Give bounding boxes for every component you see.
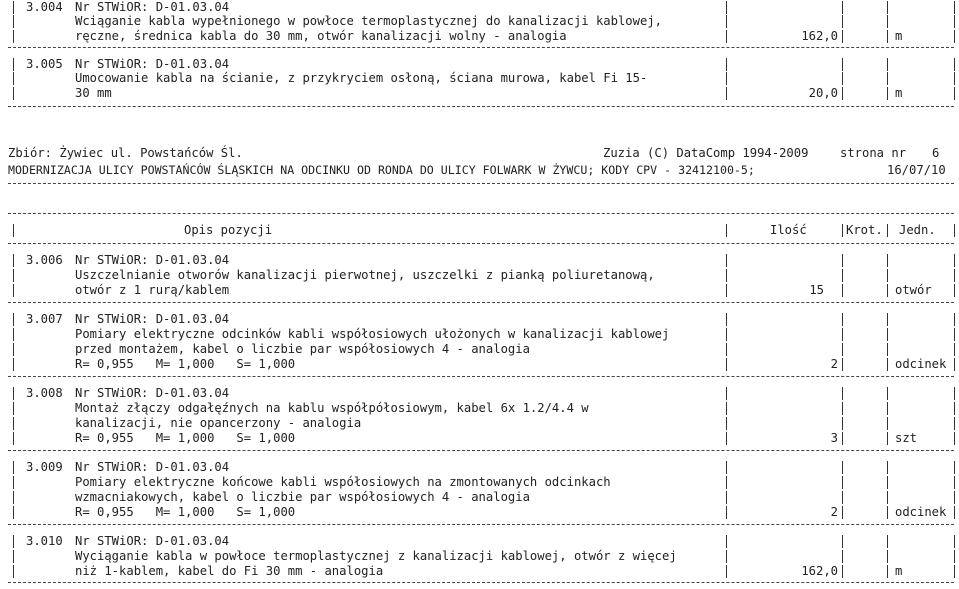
column-bar <box>13 269 14 282</box>
column-bar <box>13 402 14 415</box>
column-bar <box>887 417 888 430</box>
col-header-qty: Ilość <box>770 223 807 237</box>
column-bar <box>887 387 888 400</box>
column-bar <box>726 328 727 341</box>
column-bar <box>842 432 843 445</box>
column-bar <box>842 284 843 297</box>
page-number: 6 <box>932 146 940 160</box>
column-bar <box>954 224 955 237</box>
column-bar <box>954 491 955 504</box>
column-bar <box>842 224 843 237</box>
item-desc-line1: Pomiary elektryczne odcinków kabli współosiowych ułożonych w kanalizacji kablowej <box>75 327 670 341</box>
column-bar <box>726 72 727 85</box>
item-desc-line2: ręczne, średnica kabla do 30 mm, otwór kanalizacji wolny - analogia <box>75 29 567 43</box>
column-bar <box>887 491 888 504</box>
column-bar <box>726 58 727 71</box>
column-bar <box>842 15 843 28</box>
column-bar <box>726 224 727 237</box>
column-bar <box>13 1 14 14</box>
column-bar <box>954 506 955 519</box>
column-bar <box>887 358 888 371</box>
column-bar <box>726 15 727 28</box>
item-qty: 20,0 <box>808 86 838 100</box>
item-desc-line2: kanalizacji, nie opancerzony - analogia <box>75 416 362 430</box>
item-unit: m <box>895 86 903 100</box>
row-separator <box>8 582 954 583</box>
column-bar <box>13 328 14 341</box>
column-bar <box>726 535 727 548</box>
column-bar <box>13 87 14 100</box>
row-separator <box>8 450 954 451</box>
column-bar <box>842 269 843 282</box>
column-bar <box>887 284 888 297</box>
item-unit: m <box>895 564 903 578</box>
column-bar <box>13 284 14 297</box>
item-unit: odcinek <box>895 505 947 519</box>
row-separator <box>8 106 954 107</box>
item-number: 3.008 <box>26 386 63 400</box>
column-bar <box>954 30 955 43</box>
column-bar <box>954 87 955 100</box>
column-bar <box>954 58 955 71</box>
column-bar <box>842 30 843 43</box>
column-bar <box>954 313 955 326</box>
item-qty: 15 <box>809 283 824 297</box>
item-coefficients: R= 0,955 M= 1,000 S= 1,000 <box>75 431 296 445</box>
row-separator <box>8 302 954 303</box>
item-coefficients: R= 0,955 M= 1,000 S= 1,000 <box>75 357 296 371</box>
item-unit: szt <box>895 431 918 445</box>
column-bar <box>842 506 843 519</box>
project-title: MODERNIZACJA ULICY POWSTAŃCÓW ŚLĄSKICH NA ODCINKU OD RONDA DO ULICY FOLWARK W ŻYWCU; KODY CPV - 32412100-5; <box>8 163 755 177</box>
column-bar <box>954 269 955 282</box>
row-separator <box>8 524 954 525</box>
column-bar <box>13 58 14 71</box>
item-code: Nr STWiOR: D-01.03.04 <box>75 386 230 400</box>
row-separator <box>8 376 954 377</box>
item-desc-line1: Wciąganie kabla wypełnionego w powłoce termoplastycznej do kanalizacji kablowej, <box>75 14 662 28</box>
item-number: 3.009 <box>26 460 63 474</box>
column-bar <box>954 432 955 445</box>
item-desc-line2: przed montażem, kabel o liczbie par współosiowych 4 - analogia <box>75 342 530 356</box>
item-code: Nr STWiOR: D-01.03.04 <box>75 534 230 548</box>
column-bar <box>726 358 727 371</box>
column-bar <box>726 550 727 563</box>
column-bar <box>13 224 14 237</box>
item-desc-line2: otwór z 1 rurą/kablem <box>75 283 230 297</box>
column-bar <box>887 269 888 282</box>
item-qty: 2 <box>830 505 838 519</box>
column-bar <box>954 72 955 85</box>
column-bar <box>842 476 843 489</box>
column-bar <box>726 432 727 445</box>
item-code: Nr STWiOR: D-01.03.04 <box>75 460 230 474</box>
column-bar <box>13 254 14 267</box>
column-bar <box>887 72 888 85</box>
column-bar <box>842 550 843 563</box>
column-bar <box>13 417 14 430</box>
column-bar <box>887 476 888 489</box>
column-bar <box>842 358 843 371</box>
column-bar <box>954 535 955 548</box>
column-bar <box>726 87 727 100</box>
column-bar <box>954 417 955 430</box>
column-bar <box>887 313 888 326</box>
column-bar <box>726 387 727 400</box>
column-bar <box>13 343 14 356</box>
column-bar <box>726 284 727 297</box>
column-bar <box>726 506 727 519</box>
column-bar <box>13 565 14 578</box>
col-header-desc: Opis pozycji <box>184 223 273 237</box>
column-bar <box>954 461 955 474</box>
column-bar <box>13 72 14 85</box>
item-desc-line1: Wyciąganie kabla w powłoce termoplastycznej z kanalizacji kablowej, otwór z więcej <box>75 549 677 563</box>
item-code: Nr STWiOR: D-01.03.04 <box>75 0 230 14</box>
column-bar <box>887 87 888 100</box>
column-bar <box>887 432 888 445</box>
column-bar <box>13 550 14 563</box>
item-number: 3.005 <box>26 57 63 71</box>
item-desc-line1: Montaż złączy odgałęźnych na kablu współpółosiowym, kabel 6x 1.2/4.4 w <box>75 401 589 415</box>
column-bar <box>887 58 888 71</box>
column-bar <box>887 224 888 237</box>
column-bar <box>726 313 727 326</box>
column-bar <box>726 491 727 504</box>
item-number: 3.004 <box>26 0 63 14</box>
column-bar <box>726 343 727 356</box>
column-bar <box>887 535 888 548</box>
column-bar <box>842 343 843 356</box>
column-bar <box>842 461 843 474</box>
column-bar <box>13 461 14 474</box>
column-bar <box>887 506 888 519</box>
column-bar <box>842 87 843 100</box>
column-bar <box>842 565 843 578</box>
column-bar <box>726 1 727 14</box>
item-number: 3.006 <box>26 253 63 267</box>
column-bar <box>954 15 955 28</box>
item-desc-line2: 30 mm <box>75 86 112 100</box>
column-bar <box>842 417 843 430</box>
item-code: Nr STWiOR: D-01.03.04 <box>75 253 230 267</box>
table-top-rule <box>8 213 954 214</box>
column-bar <box>13 387 14 400</box>
column-bar <box>13 15 14 28</box>
column-bar <box>954 328 955 341</box>
column-bar <box>842 402 843 415</box>
column-bar <box>842 328 843 341</box>
column-bar <box>13 432 14 445</box>
column-bar <box>13 476 14 489</box>
item-desc-line2: niż 1-kablem, kabel do Fi 30 mm - analogia <box>75 564 384 578</box>
page-label: strona nr <box>840 146 907 160</box>
column-bar <box>954 550 955 563</box>
column-bar <box>726 417 727 430</box>
column-bar <box>842 535 843 548</box>
column-bar <box>842 58 843 71</box>
column-bar <box>13 313 14 326</box>
column-bar <box>954 476 955 489</box>
column-bar <box>726 30 727 43</box>
column-bar <box>887 15 888 28</box>
column-bar <box>954 343 955 356</box>
item-unit: m <box>895 29 903 43</box>
item-number: 3.010 <box>26 534 63 548</box>
column-bar <box>726 254 727 267</box>
column-bar <box>13 506 14 519</box>
item-qty: 162,0 <box>801 29 838 43</box>
column-bar <box>842 491 843 504</box>
column-bar <box>842 387 843 400</box>
column-bar <box>726 269 727 282</box>
column-bar <box>13 358 14 371</box>
column-bar <box>954 1 955 14</box>
column-bar <box>954 284 955 297</box>
item-desc-line1: Umocowanie kabla na ścianie, z przykryciem osłoną, ściana murowa, kabel Fi 15- <box>75 71 648 85</box>
header-separator <box>8 183 954 184</box>
column-bar <box>842 72 843 85</box>
item-number: 3.007 <box>26 312 63 326</box>
column-bar <box>954 387 955 400</box>
item-code: Nr STWiOR: D-01.03.04 <box>75 57 230 71</box>
item-desc-line1: Pomiary elektryczne końcowe kabli współosiowych na zmontowanych odcinkach <box>75 475 611 489</box>
column-bar <box>726 461 727 474</box>
column-bar <box>887 254 888 267</box>
column-bar <box>887 328 888 341</box>
column-bar <box>887 461 888 474</box>
item-unit: odcinek <box>895 357 947 371</box>
column-bar <box>13 491 14 504</box>
column-bar <box>887 1 888 14</box>
item-desc-line1: Uszczelnianie otworów kanalizacji pierwotnej, uszczelki z pianką poliuretanową, <box>75 268 655 282</box>
column-bar <box>726 476 727 489</box>
column-bar <box>887 343 888 356</box>
column-bar <box>887 565 888 578</box>
item-desc-line2: wzmacniakowych, kabel o liczbie par współosiowych 4 - analogia <box>75 490 530 504</box>
source-label: Zbiór: Żywiec ul. Powstańców Śl. <box>8 146 243 160</box>
page-date: 16/07/10 <box>887 163 946 177</box>
column-bar <box>13 535 14 548</box>
item-code: Nr STWiOR: D-01.03.04 <box>75 312 230 326</box>
column-bar <box>842 254 843 267</box>
column-bar <box>726 565 727 578</box>
column-bar <box>13 30 14 43</box>
item-qty: 162,0 <box>801 564 838 578</box>
column-bar <box>954 358 955 371</box>
software-label: Zuzia (C) DataComp 1994-2009 <box>603 146 809 160</box>
table-header-rule <box>8 243 954 244</box>
row-separator <box>8 47 954 48</box>
item-unit: otwór <box>895 283 932 297</box>
column-bar <box>954 402 955 415</box>
column-bar <box>954 565 955 578</box>
column-bar <box>842 313 843 326</box>
column-bar <box>726 402 727 415</box>
item-qty: 2 <box>830 357 838 371</box>
column-bar <box>842 1 843 14</box>
col-header-krot: Krot. <box>846 223 883 237</box>
col-header-unit: Jedn. <box>899 223 936 237</box>
column-bar <box>887 550 888 563</box>
item-qty: 3 <box>830 431 838 445</box>
column-bar <box>887 402 888 415</box>
column-bar <box>954 254 955 267</box>
item-coefficients: R= 0,955 M= 1,000 S= 1,000 <box>75 505 296 519</box>
column-bar <box>887 30 888 43</box>
